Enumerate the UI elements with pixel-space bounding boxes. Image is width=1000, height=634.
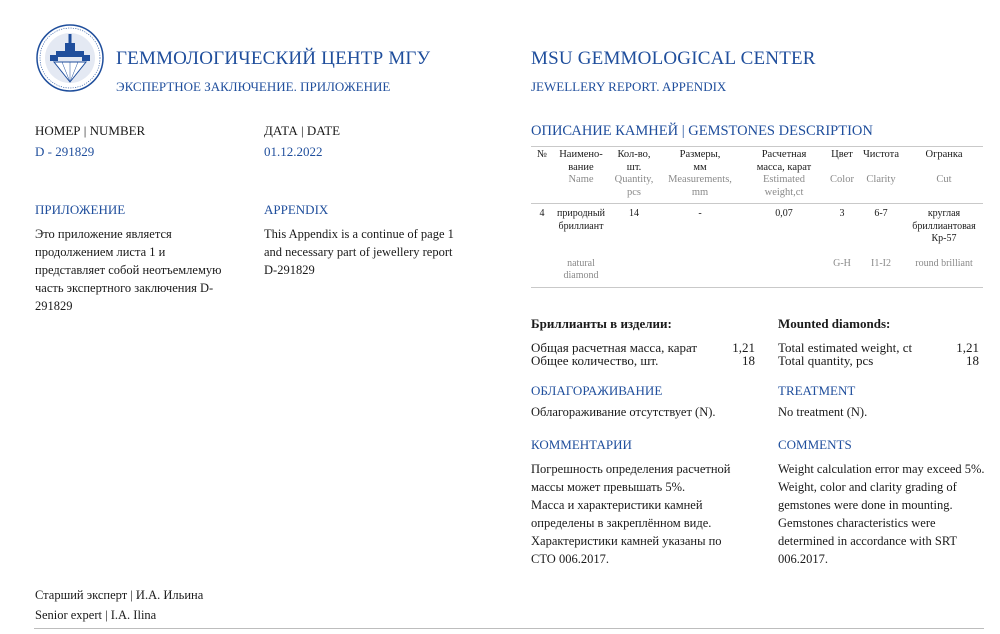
cell-weight: 0,07 — [775, 208, 793, 219]
col-clarity-en: Clarity — [866, 174, 896, 185]
comment-ru-line: СТО 006.2017. — [531, 552, 609, 566]
cell-color-en: G-H — [833, 257, 851, 269]
comments-heading-ru: КОММЕНТАРИИ — [531, 437, 632, 452]
cell-clarity: 6-7 — [874, 208, 888, 219]
summary-weight-value-ru: 1,21 — [732, 340, 755, 355]
date-value: 01.12.2022 — [264, 144, 323, 159]
summary-row — [778, 354, 979, 367]
col-no-en — [531, 174, 553, 204]
appendix-ru-line: представляет собой неотъемлемую — [35, 263, 222, 277]
date-label: ДАТА | DATE — [264, 123, 341, 138]
cell-qty-en — [609, 246, 659, 288]
cell-no: 4 — [539, 208, 545, 219]
table-header-ru — [531, 147, 983, 175]
comment-en-line: 006.2017. — [778, 552, 828, 566]
summary-row — [531, 354, 755, 367]
col-size-en: Measurements, mm — [668, 174, 732, 198]
comment-en-line: determined in accordance with SRT — [778, 534, 958, 548]
col-weight: Расчетная масса, карат — [756, 149, 812, 173]
stones-table — [531, 146, 983, 288]
appendix-heading-ru: ПРИЛОЖЕНИЕ — [35, 202, 126, 217]
appendix-ru-line: часть экспертного заключения D- — [35, 281, 214, 295]
header-subtitle-ru: ЭКСПЕРТНОЕ ЗАКЛЮЧЕНИЕ. ПРИЛОЖЕНИЕ — [116, 79, 391, 94]
summary-qty-label-en: Total quantity, pcs — [778, 353, 874, 368]
col-qty-en: Quantity, pcs — [614, 174, 654, 198]
comment-ru-line: Погрешность определения расчетной — [531, 462, 731, 476]
comment-ru-line: Масса и характеристики камней — [531, 498, 703, 512]
comments-heading-en: COMMENTS — [778, 437, 852, 452]
summary-weight-label-ru: Общая расчетная масса, карат — [531, 340, 698, 355]
summary-qty-label-ru: Общее количество, шт. — [531, 353, 659, 368]
comment-en-line: Weight calculation error may exceed 5%. — [778, 462, 985, 476]
table-row — [531, 204, 983, 246]
cell-clarity-en: I1-I2 — [871, 257, 891, 269]
appendix-ru-line: продолжением листа 1 и — [35, 245, 166, 259]
signature-ru: Старший эксперт | И.А. Ильина — [35, 588, 204, 602]
col-name-en: Name — [568, 174, 594, 185]
treatment-heading-ru: ОБЛАГОРАЖИВАНИЕ — [531, 383, 663, 398]
treatment-text-ru: Облагораживание отсутствует (N). — [531, 405, 716, 419]
number-value: D - 291829 — [35, 144, 95, 159]
mounted-summary-ru — [531, 341, 755, 367]
col-color-en: Color — [830, 174, 854, 185]
footer-divider — [34, 628, 984, 629]
signature-en: Senior expert | I.A. Ilina — [35, 608, 157, 622]
cell-name: природный бриллиант — [557, 208, 605, 232]
mounted-heading-en: Mounted diamonds: — [778, 316, 891, 331]
col-color: Цвет — [831, 149, 853, 160]
header-title-en: MSU GEMMOLOGICAL CENTER — [531, 48, 816, 69]
col-clarity: Чистота — [862, 149, 900, 160]
comment-en-line: Weight, color and clarity grading of — [778, 480, 957, 494]
comment-en-line: gemstones were done in mounting. — [778, 498, 953, 512]
mounted-heading-ru: Бриллианты в изделии: — [531, 316, 672, 331]
col-weight-en: Estimated weight,ct — [763, 174, 805, 198]
comments-text-en — [778, 460, 998, 568]
appendix-en-line: This Appendix is a continue of page 1 — [264, 227, 454, 241]
cell-weight-en — [741, 246, 827, 288]
cell-cut-en: round brilliant — [915, 257, 973, 269]
summary-weight-label-en: Total estimated weight, ct — [778, 340, 913, 355]
header-subtitle-en: JEWELLERY REPORT. APPENDIX — [531, 79, 727, 94]
stones-title: ОПИСАНИЕ КАМНЕЙ | GEMSTONES DESCRIPTION — [531, 123, 873, 139]
cell-size: - — [698, 208, 702, 219]
appendix-en-line: D-291829 — [264, 263, 315, 277]
table-row — [531, 246, 983, 288]
comment-ru-line: массы может превышать 5%. — [531, 480, 686, 494]
col-name: Наимено- вание — [559, 149, 603, 173]
comment-ru-line: определены в закреплённом виде. — [531, 516, 712, 530]
comments-text-ru — [531, 460, 761, 568]
appendix-en-line: and necessary part of jewellery report — [264, 245, 453, 259]
appendix-text-ru — [35, 225, 250, 315]
summary-qty-value-en: 18 — [966, 353, 979, 368]
header-title-ru: ГЕММОЛОГИЧЕСКИЙ ЦЕНТР МГУ — [116, 48, 431, 69]
col-size: Размеры, мм — [679, 149, 721, 173]
col-cut-en: Cut — [936, 174, 952, 185]
treatment-heading-en: TREATMENT — [778, 383, 856, 398]
comment-ru-line: Характеристики камней указаны по — [531, 534, 722, 548]
mounted-summary-en — [778, 341, 979, 367]
cell-qty: 14 — [629, 208, 639, 219]
cell-name-en: natural diamond — [563, 257, 599, 281]
cell-size-en — [659, 246, 741, 288]
comment-en-line: Gemstones characteristics were — [778, 516, 936, 530]
col-no: № — [536, 149, 548, 160]
col-qty: Кол-во, шт. — [617, 149, 651, 173]
summary-qty-value-ru: 18 — [742, 353, 755, 368]
number-label: НОМЕР | NUMBER — [35, 123, 146, 138]
col-cut: Огранка — [925, 149, 963, 160]
summary-weight-value-en: 1,21 — [956, 340, 979, 355]
appendix-text-en — [264, 225, 494, 279]
treatment-text-en: No treatment (N). — [778, 405, 868, 419]
msu-logo-icon — [36, 24, 104, 92]
cell-color: 3 — [839, 208, 845, 219]
table-header-en — [531, 174, 983, 204]
appendix-ru-line: 291829 — [35, 299, 73, 313]
appendix-heading-en: APPENDIX — [264, 202, 329, 217]
cell-cut: круглая бриллиантовая Кр-57 — [912, 208, 976, 244]
appendix-ru-line: Это приложение является — [35, 227, 172, 241]
cell-no-en — [531, 246, 553, 288]
